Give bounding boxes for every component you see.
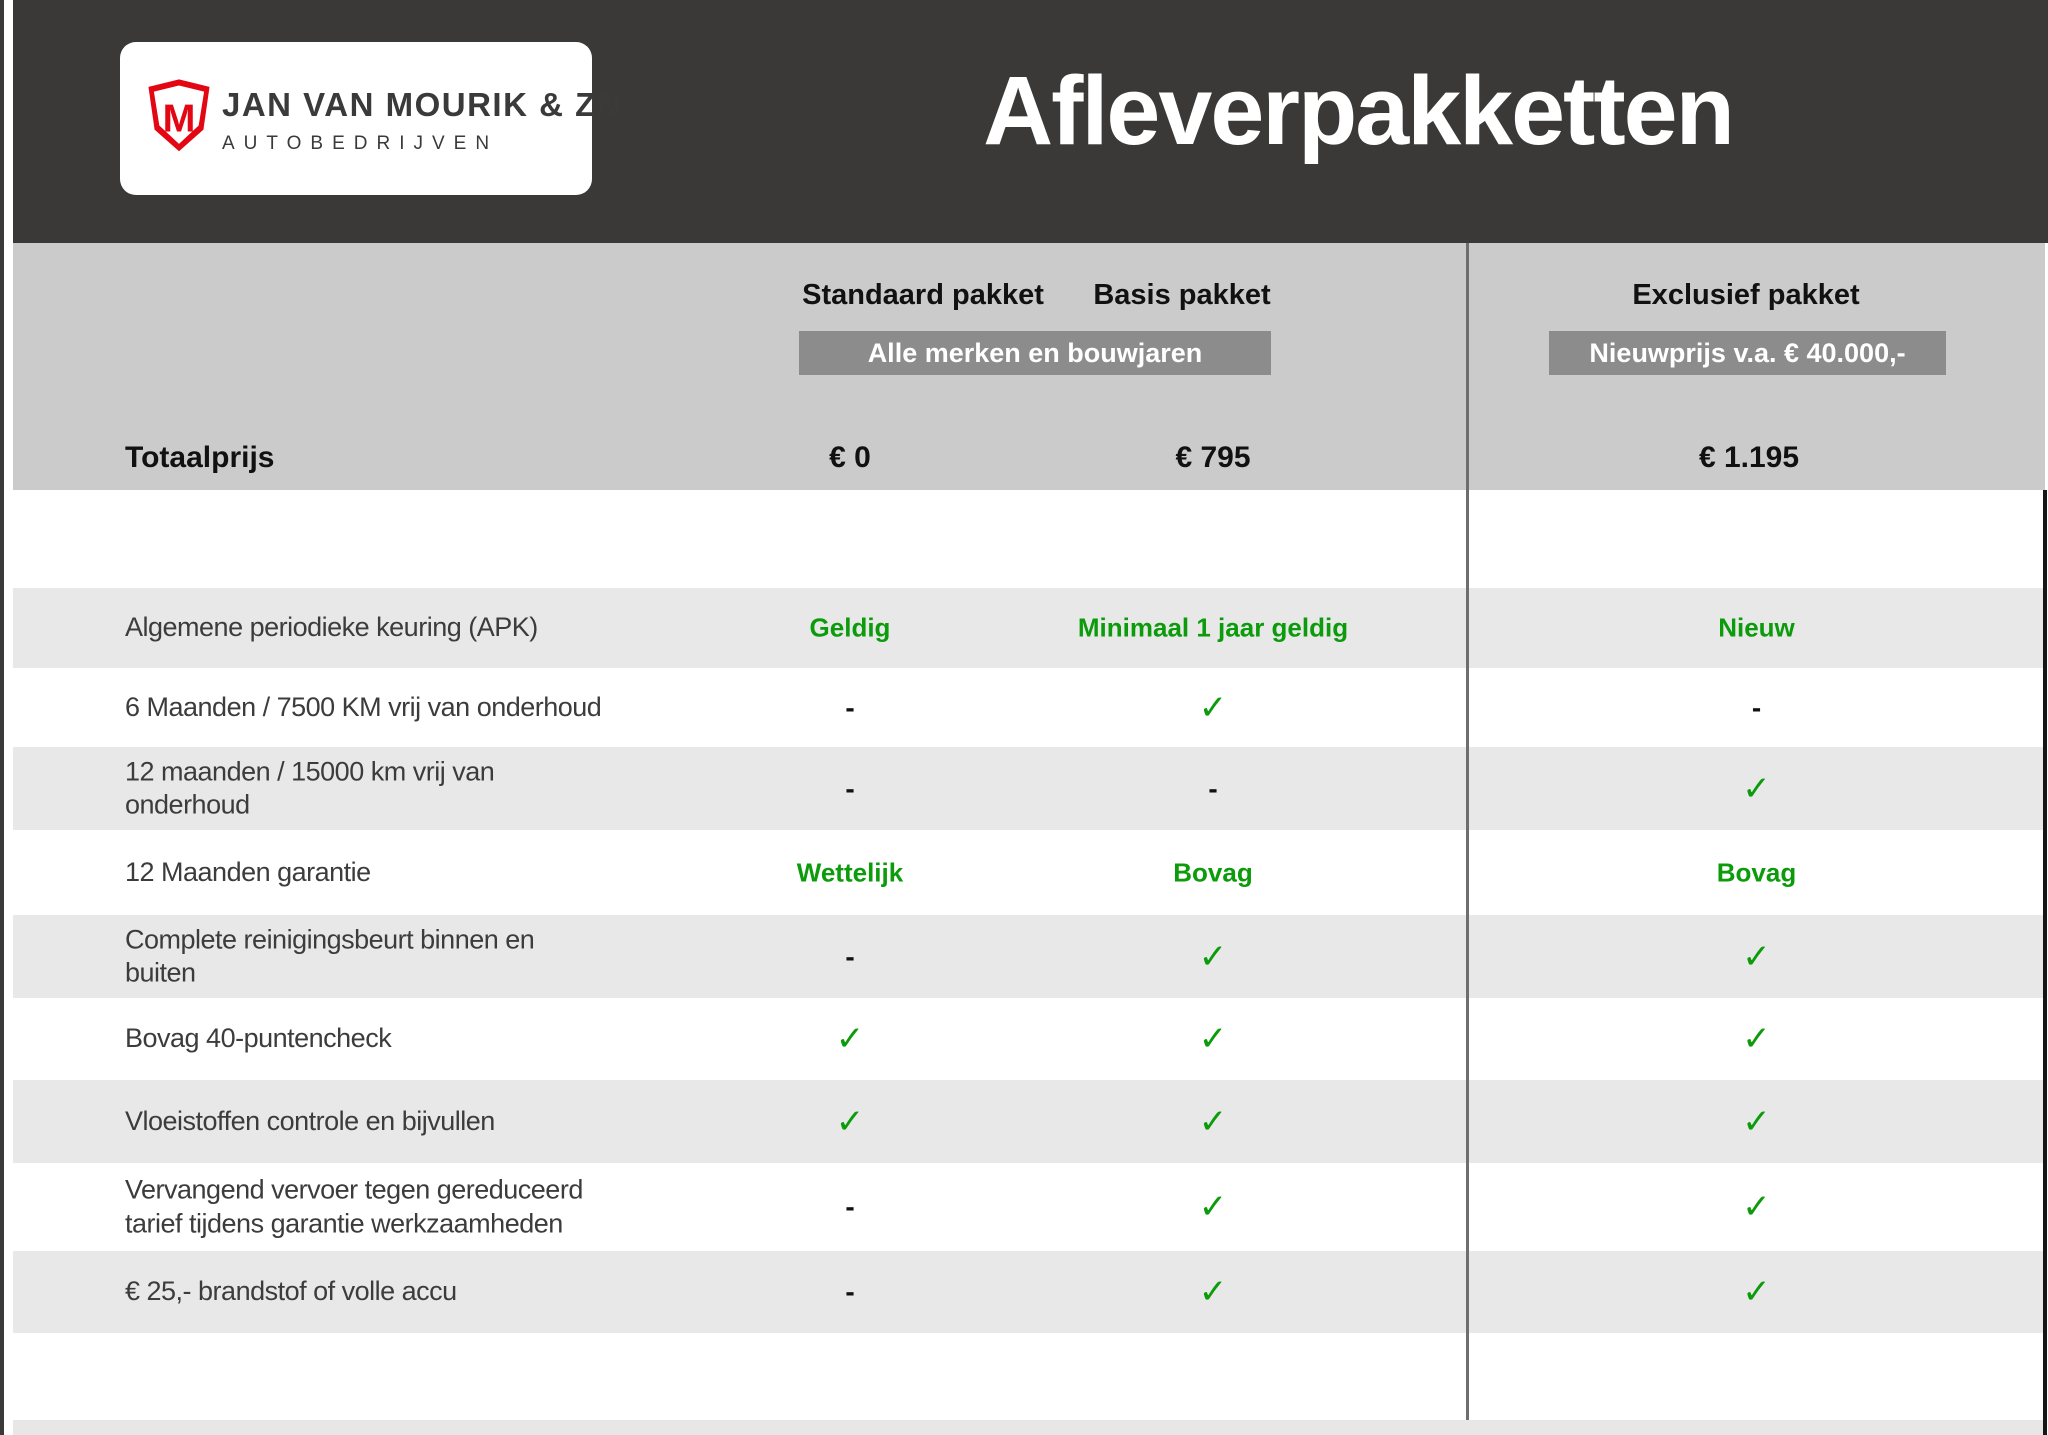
cell-exclusief-check-icon: ✓ [1742,1187,1771,1227]
totaalprijs-basis: € 795 [1175,441,1251,474]
cell-standaard-check-icon: ✓ [835,1019,865,1059]
feature-table [13,588,2045,1333]
cell-basis: - [1208,772,1218,804]
cell-standaard: - [845,940,855,972]
row-label: 12 Maanden garantie [125,856,371,887]
top-header [13,0,2048,243]
cell-standaard: Geldig [809,612,891,643]
cell-standaard-check-icon: ✓ [835,1101,865,1142]
row-label: Vervangend vervoer tegen gereduceerd tarief tijdens garantie werkzaamheden [125,1174,583,1238]
exclusief-column-divider [1466,243,1469,1435]
cell-standaard: - [845,691,855,723]
totaalprijs-standaard: € 0 [829,441,871,474]
cell-exclusief: - [1751,691,1762,723]
table-row-brandstof [13,1251,2045,1333]
cell-basis-check-icon: ✓ [1198,1101,1228,1142]
package-header-band [13,243,2045,490]
row-label: Algemene periodieke keuring (APK) [125,612,538,643]
cell-standaard: - [845,1276,855,1307]
cell-standaard: - [845,772,855,804]
table-row-vloeistoffen [13,1080,2045,1163]
column-header-exclusief: Exclusief pakket [1632,279,1860,311]
totaalprijs-exclusief: € 1.195 [1698,441,1800,474]
row-label: Vloeistoffen controle en bijvullen [125,1105,495,1136]
cell-exclusief-check-icon: ✓ [1742,1272,1771,1312]
left-frame-edge [0,0,4,1435]
column-header-basis: Basis pakket [1093,279,1271,311]
totaalprijs-label: Totaalprijs [125,441,275,474]
cell-standaard: - [845,1191,855,1222]
table-row-reinigingsbeurt [13,915,2045,998]
brand-name: JAN VAN MOURIK & ZN [222,86,623,123]
page-title: Afleverpakketten [983,56,1733,165]
badge-nieuwprijs: Nieuwprijs v.a. € 40.000,- [1549,331,1946,375]
table-row-6-maanden [13,668,2045,747]
row-label: 6 Maanden / 7500 KM vrij van onderhoud [125,691,602,722]
right-frame-edge [2043,490,2047,1435]
column-header-standaard: Standaard pakket [802,279,1044,311]
cell-standaard: Wettelijk [796,857,904,887]
row-label: Complete reinigingsbeurt binnen en buiten [125,923,535,988]
table-row-apk [13,588,2045,668]
cell-exclusief-check-icon: ✓ [1742,1101,1771,1142]
cell-basis: Bovag [1173,857,1253,887]
svg-text:M: M [162,96,196,141]
cell-exclusief-check-icon: ✓ [1742,768,1771,809]
bottom-strip [13,1420,2043,1435]
table-row-garantie [13,830,2045,915]
cell-basis-check-icon: ✓ [1198,1187,1228,1227]
cell-exclusief: Nieuw [1718,612,1795,643]
brand-subtitle: AUTOBEDRIJVEN [222,133,499,154]
badge-alle-merken: Alle merken en bouwjaren [799,331,1271,375]
cell-exclusief-check-icon: ✓ [1742,1019,1771,1059]
cell-exclusief: Bovag [1716,857,1797,887]
cell-basis-check-icon: ✓ [1198,687,1228,728]
table-row-vervangend-vervoer [13,1163,2045,1251]
brand-logo-card [120,42,623,195]
shield-m-logo-icon [145,78,213,154]
row-label: Bovag 40-puntencheck [125,1023,392,1054]
cell-basis-check-icon: ✓ [1198,1019,1228,1059]
cell-basis-check-icon: ✓ [1198,936,1228,977]
cell-basis-check-icon: ✓ [1198,1272,1228,1312]
table-row-puntencheck [13,998,2045,1080]
table-row-12-maanden-onderhoud [13,747,2045,830]
brand-text [222,86,622,155]
row-label: € 25,- brandstof of volle accu [125,1276,457,1307]
cell-basis: Minimaal 1 jaar geldig [1077,612,1349,643]
cell-exclusief-check-icon: ✓ [1742,936,1771,977]
row-label: 12 maanden / 15000 km vrij van onderhoud [125,755,495,820]
